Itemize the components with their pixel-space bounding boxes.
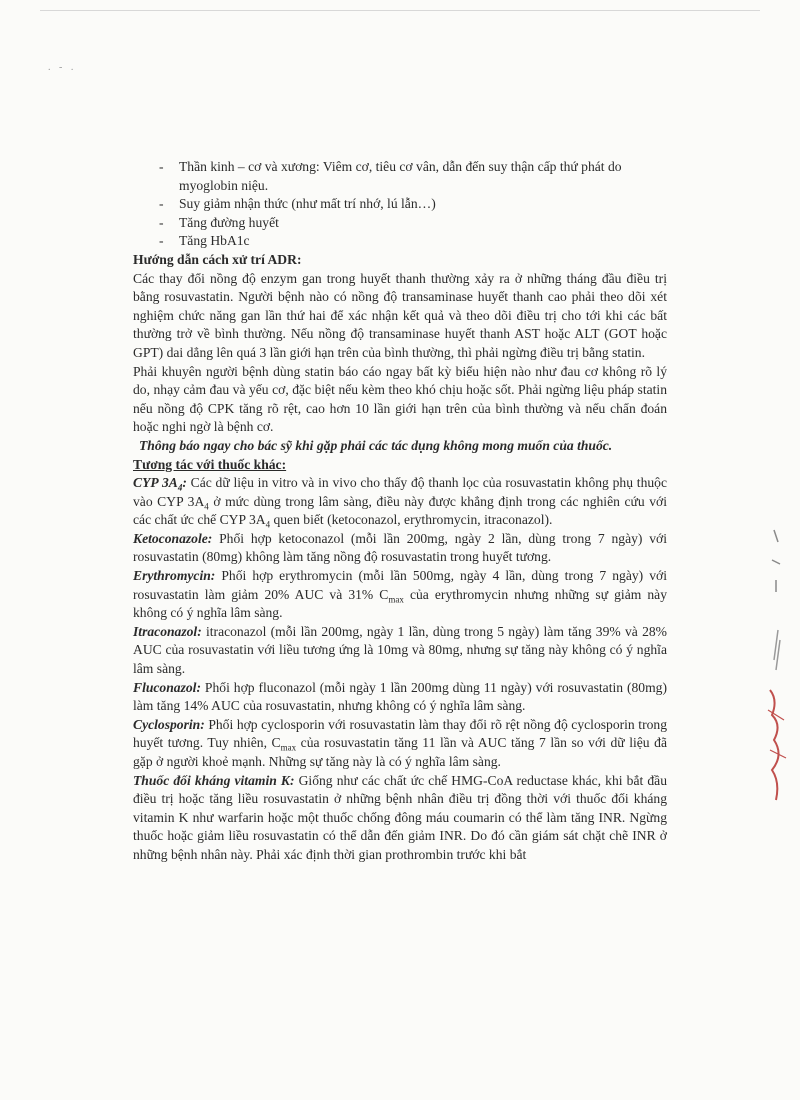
- ketoconazole-paragraph: Ketoconazole: Phối hợp ketoconazol (mỗi lần 200mg, ngày 2 lần, dùng trong 7 ngày) với rosuvastatin (80mg) không làm tăng nồng độ rosuvastatin trong huyết tương.: [133, 530, 667, 565]
- cyp-paragraph: CYP $3A_4$: Các dữ liệu in vitro và in vivo cho thấy độ thanh lọc của rosuvastatin không phụ thuộc vào CYP $3A_4$ ở mức dùng trong lâm sàng, điều này được khẳng định trong các nghiên cứu với các chất ức chế CYP $3A_4$ quen biết (ketoconazol, erythromycin, itraconazol).: [133, 475, 667, 530]
- cyp-label: CYP $3A_4$:: [133, 475, 187, 493]
- drug-label: Itraconazol:: [133, 623, 202, 639]
- drug-label: Thuốc đối kháng vitamin K:: [133, 772, 295, 788]
- itraconazol-paragraph: Itraconazol: itraconazol (mỗi lần 200mg, ngày 1 lần, dùng trong 5 ngày) làm tăng 39% và 28% AUC của rosuvastatin với liều tương ứng là 10mg và 80mg, nhưng sự tăng này không có ý nghĩa lâm sàng.: [133, 623, 667, 677]
- adr-paragraph-2: Phải khuyên người bệnh dùng statin báo cáo ngay bất kỳ biểu hiện nào như đau cơ không rõ lý do, nhạy cảm đau và yếu cơ, đặc biệt nếu kèm theo khó chịu hoặc sốt. Phải ngừng liệu pháp statin nếu nồng độ CPK tăng rõ rệt, cao hơn 10 lần giới hạn trên của bình thường và nếu chẩn đoán hoặc nghi ngờ là bệnh cơ.: [133, 363, 667, 435]
- vitamin-k-paragraph: Thuốc đối kháng vitamin K: Giống như các chất ức chế HMG-CoA reductase khác, khi bắt đầu điều trị hoặc tăng liều rosuvastatin ở những bệnh nhân điều trị đồng thời với thuốc đối kháng vitamin K như warfarin hoặc một thuốc chống đông máu coumarin có thể làm tăng INR. Ngừng thuốc hoặc giảm liều rosuvastatin có thể dẫn đến giảm INR. Do đó cần giám sát chặt chẽ INR ở những bệnh nhân này. Phải xác định thời gian prothrombin trước khi bắt: [133, 772, 667, 862]
- drug-label: Erythromycin:: [133, 568, 216, 584]
- scan-marks: . - .: [48, 62, 77, 73]
- drug-label: Ketoconazole:: [133, 530, 213, 546]
- cyclosporin-paragraph: Cyclosporin: Phối hợp cyclosporin với rosuvastatin làm thay đổi rõ rệt nồng độ cyclosporin trong huyết tương. Tuy nhiên, $C_{max}$ của rosuvastatin tăng 11 lần và AUC tăng 7 lần so với dữ liệu đã gặp ở người khoẻ mạnh. Những sự tăng này là có ý nghĩa lâm sàng.: [133, 716, 667, 769]
- adr-notice: Thông báo ngay cho bác sỹ khi gặp phải các tác dụng không mong muốn của thuốc.: [139, 437, 613, 453]
- document-page: [133, 158, 667, 865]
- adr-heading: Hướng dẫn cách xử trí ADR:: [133, 251, 302, 267]
- interactions-heading: Tương tác với thuốc khác:: [133, 456, 287, 472]
- fluconazol-paragraph: Fluconazol: Phối hợp fluconazol (mỗi ngày 1 lần 200mg dùng 11 ngày) với rosuvastatin (80mg) làm tăng 14% AUC của rosuvastatin, nhưng không có ý nghĩa lâm sàng.: [133, 679, 667, 714]
- scan-top-edge: [40, 10, 760, 11]
- list-item: - Tăng đường huyết: [133, 214, 667, 233]
- list-item: - Suy giảm nhận thức (như mất trí nhớ, lú lẫn…): [133, 195, 667, 214]
- side-effects-list: [133, 158, 667, 251]
- drug-label: Cyclosporin:: [133, 716, 205, 732]
- list-item: - Tăng HbA1c: [133, 232, 667, 251]
- margin-signature-stamp: [764, 520, 790, 810]
- erythromycin-paragraph: Erythromycin: Phối hợp erythromycin (mỗi lần 500mg, ngày 4 lần, dùng trong 7 ngày) với rosuvastatin làm giảm 20% AUC và 31% $C_{max}$ của erythromycin nhưng những sự giảm này không có ý nghĩa lâm sàng.: [133, 568, 668, 621]
- list-item: - Thần kinh – cơ và xương: Viêm cơ, tiêu cơ vân, dẫn đến suy thận cấp thứ phát do myoglobin niệu.: [133, 158, 667, 195]
- drug-label: Fluconazol:: [133, 679, 201, 695]
- adr-paragraph-1: Các thay đổi nồng độ enzym gan trong huyết thanh thường xảy ra ở những tháng đầu điều trị bằng rosuvastatin. Người bệnh nào có nồng độ transaminase huyết thanh cao phải theo dõi xét nghiệm chức năng gan lần thứ hai để xác nhận kết quả và theo dõi điều trị cho tới khi các bất thường trở về bình thường. Nếu nồng độ transaminase huyết thanh AST hoặc ALT (GOT hoặc GPT) dai dẳng lên quá 3 lần giới hạn trên của bình thường, thì phải ngừng điều trị bằng statin.: [133, 270, 667, 360]
